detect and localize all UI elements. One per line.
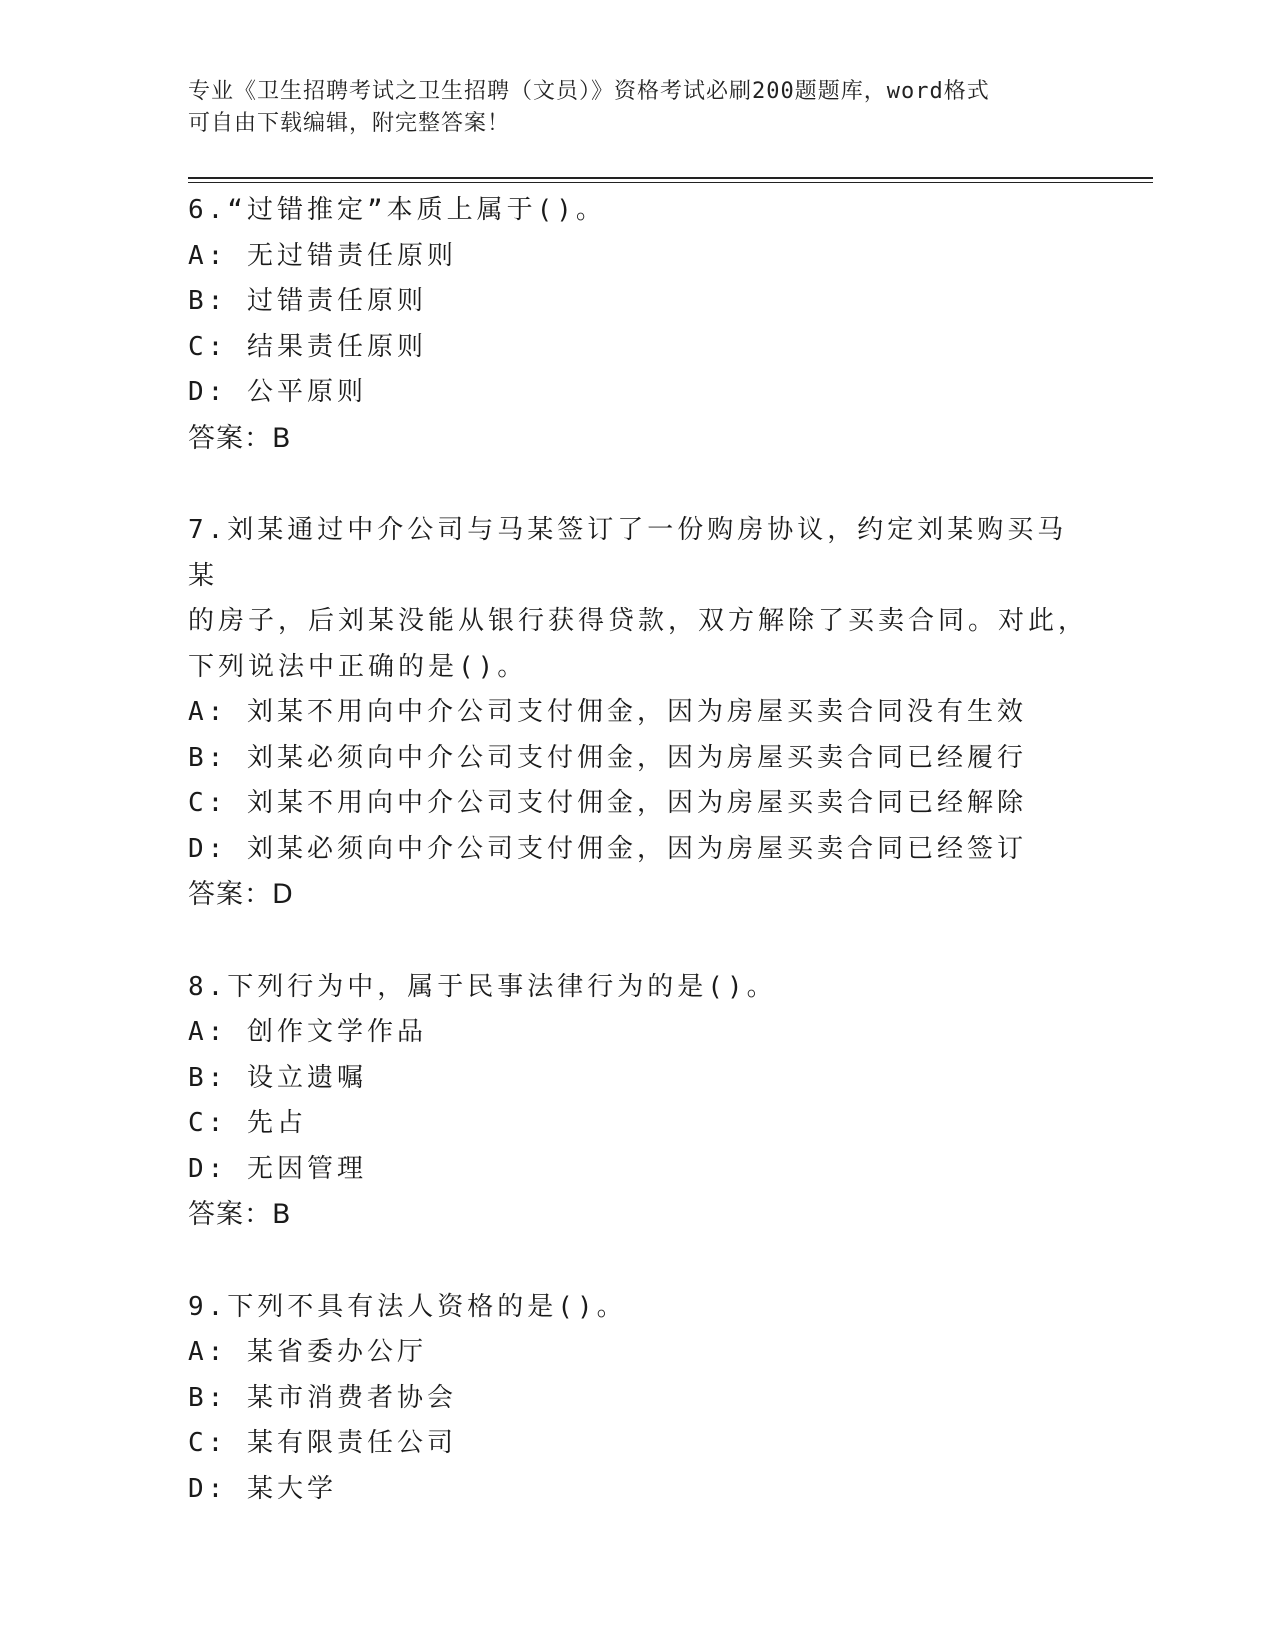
question-stem (188, 965, 1088, 1011)
answer-line: 答案：B (188, 1199, 292, 1230)
option-c: C: 先占 (188, 1108, 307, 1138)
option-c: C: 某有限责任公司 (188, 1428, 457, 1458)
page-header (188, 76, 1068, 140)
question-list (188, 188, 1088, 1559)
question-7 (188, 508, 1088, 918)
stem-line: 9.下列不具有法人资格的是()。 (188, 1291, 627, 1322)
question-8 (188, 965, 1088, 1238)
stem-line: 的房子，后刘某没能从银行获得贷款，双方解除了买卖合同。对此， (188, 606, 1089, 636)
option-d: D: 公平原则 (188, 377, 367, 407)
option-a: A: 创作文学作品 (188, 1017, 427, 1047)
header-rule-thick (188, 177, 1153, 179)
stem-line: 下列说法中正确的是()。 (188, 651, 528, 682)
stem-line: 7.刘某通过中介公司与马某签订了一份购房协议，约定刘某购买马某 (188, 515, 1068, 591)
option-d: D: 刘某必须向中介公司支付佣金，因为房屋买卖合同已经签订 (188, 833, 1027, 864)
option-b: B: 某市消费者协会 (188, 1382, 457, 1413)
option-c: C: 刘某不用向中介公司支付佣金，因为房屋买卖合同已经解除 (188, 788, 1027, 818)
stem-line: 6.“过错推定”本质上属于()。 (188, 195, 606, 225)
question-6 (188, 188, 1088, 461)
option-d: D: 某大学 (188, 1473, 337, 1504)
question-9 (188, 1285, 1088, 1513)
option-a: A: 某省委办公厅 (188, 1337, 427, 1367)
answer-line: 答案：D (188, 879, 294, 910)
header-rule-thin (188, 182, 1153, 183)
option-a: A: 刘某不用向中介公司支付佣金，因为房屋买卖合同没有生效 (188, 697, 1027, 727)
answer-line: 答案：B (188, 422, 292, 454)
header-line-1: 专业《卫生招聘考试之卫生招聘（文员）》资格考试必刷200题题库，word格式 (188, 79, 990, 104)
option-c: C: 结果责任原则 (188, 331, 427, 362)
option-d: D: 无因管理 (188, 1153, 367, 1184)
stem-line: 8.下列行为中，属于民事法律行为的是()。 (188, 971, 777, 1002)
option-b: B: 过错责任原则 (188, 286, 427, 316)
question-stem (188, 1285, 1088, 1331)
option-b: B: 设立遗嘱 (188, 1062, 367, 1093)
option-a: A: 无过错责任原则 (188, 240, 457, 271)
option-b: B: 刘某必须向中介公司支付佣金，因为房屋买卖合同已经履行 (188, 742, 1027, 773)
question-stem (188, 188, 1088, 234)
header-line-2: 可自由下载编辑，附完整答案！ (188, 111, 511, 136)
question-stem (188, 508, 1088, 690)
